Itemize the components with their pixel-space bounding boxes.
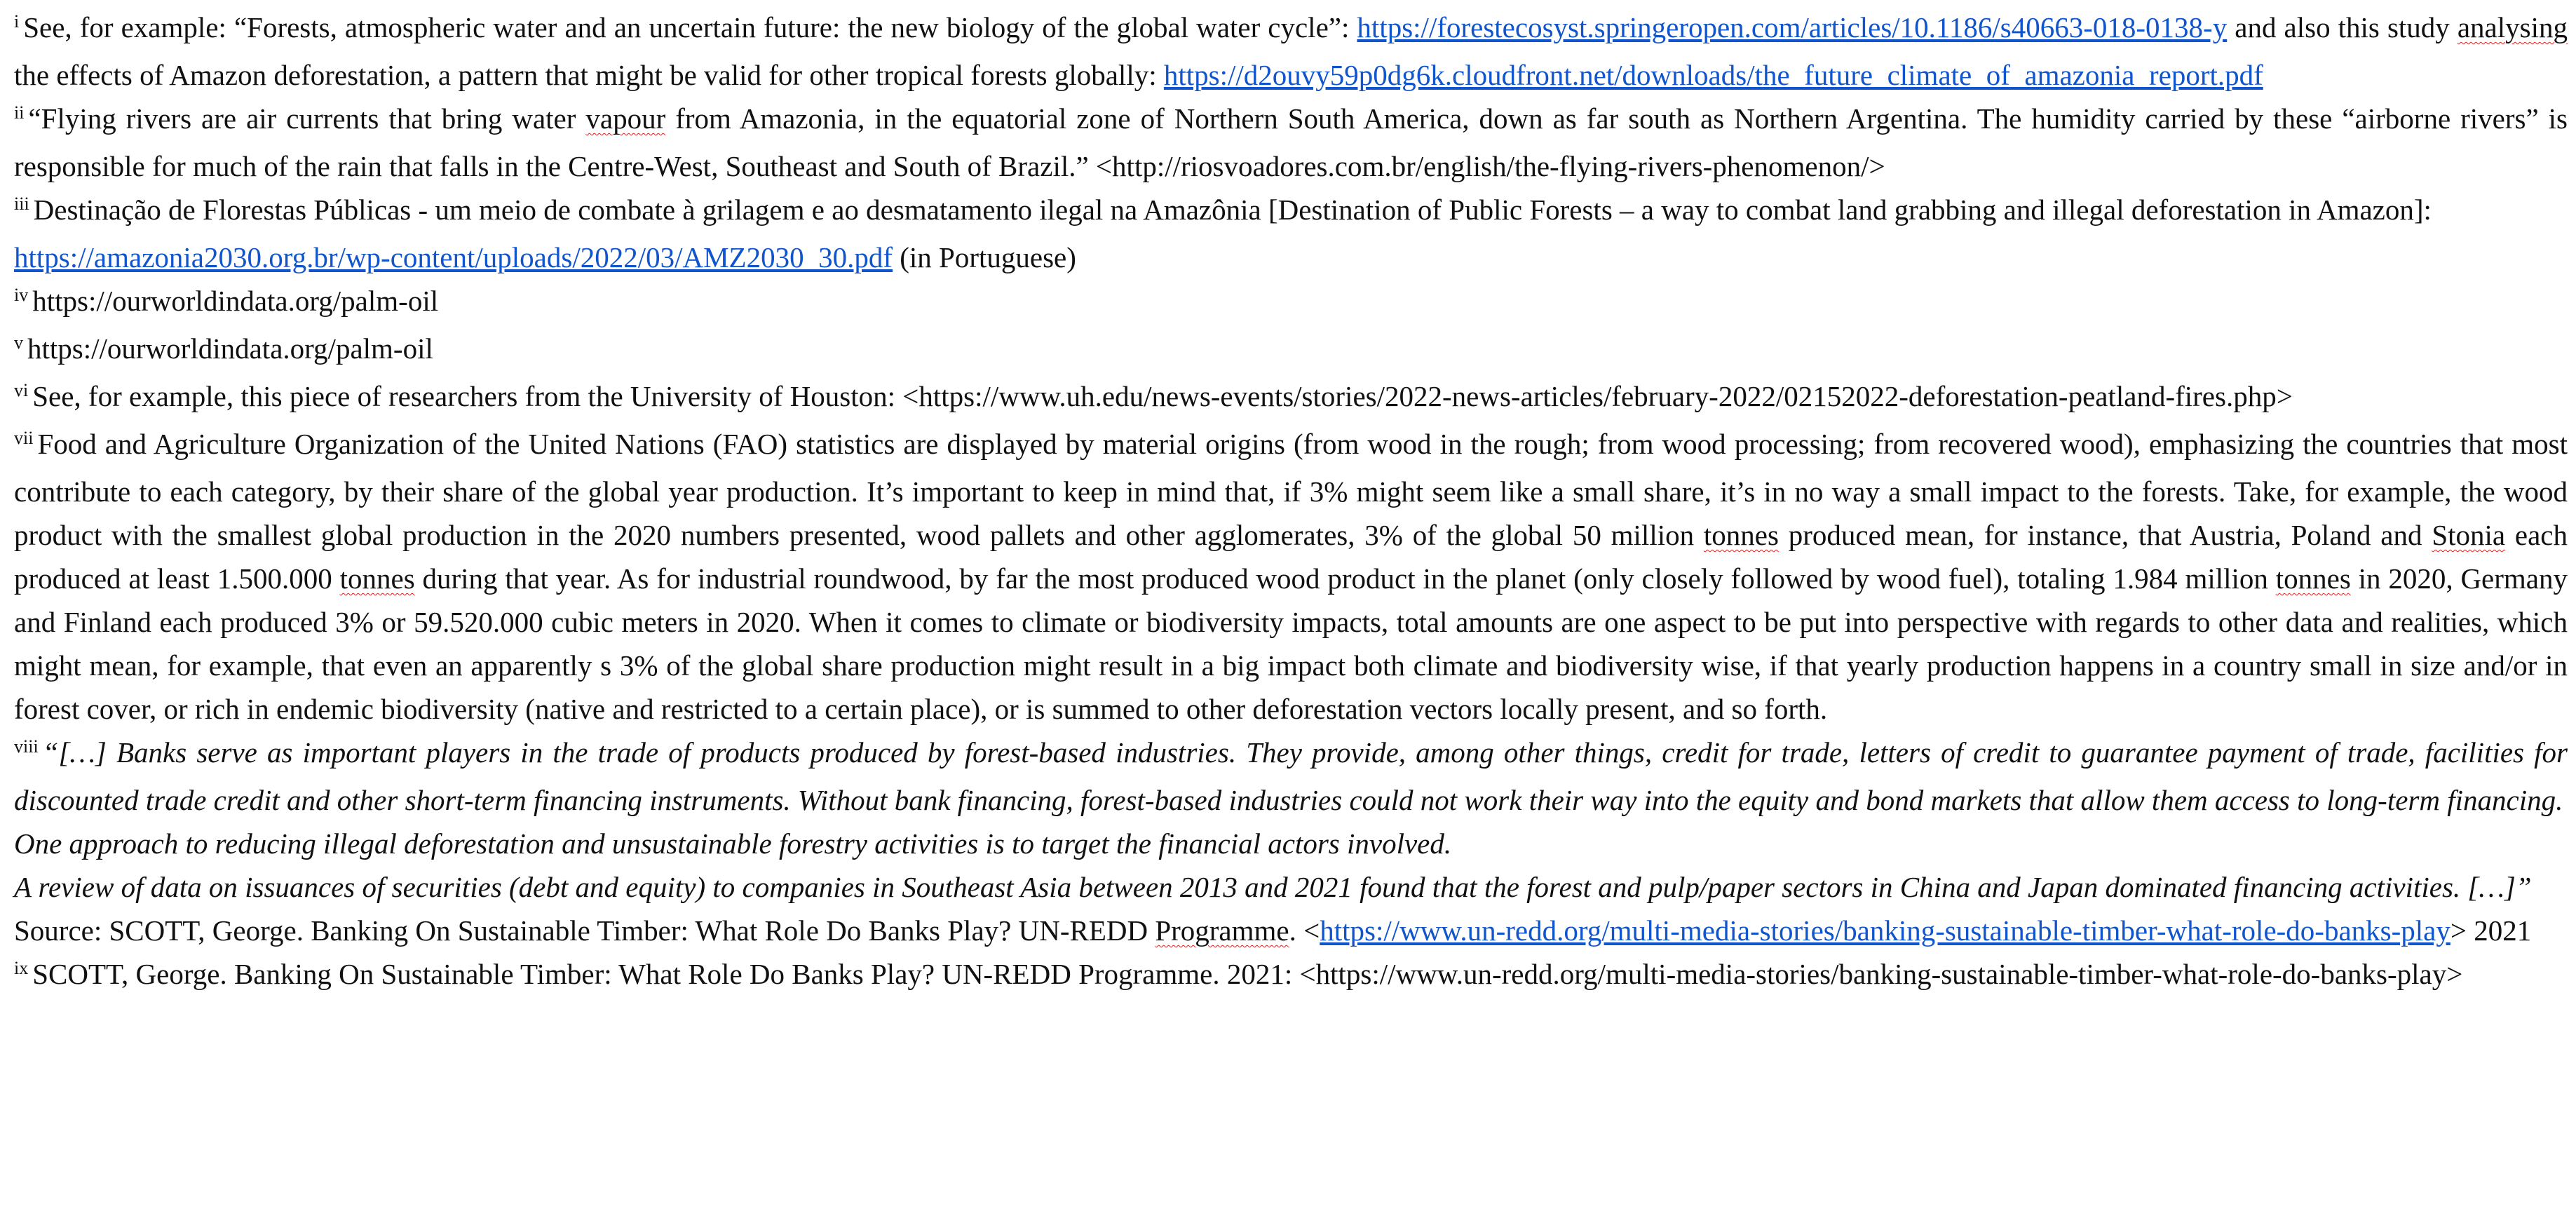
footnote-iii — [14, 188, 2568, 279]
footnote-text: https://ourworldindata.org/palm-oil — [27, 332, 433, 365]
spellcheck-word: Stonia — [2432, 519, 2506, 551]
footnote-text: See, for example, this piece of researchers from the University of Houston: <https://www.uh.edu/news-events/stories/2022-news-articles/february-2022/02152022-deforestation-peatland-fires.php> — [32, 380, 2293, 412]
footnote-marker: viii — [14, 736, 39, 757]
footnote-text: the effects of Amazon deforestation, a pattern that might be valid for other tropical forests globally: — [14, 59, 1164, 91]
footnote-text: and also this study — [2227, 11, 2458, 43]
footnote-iv — [14, 279, 2568, 327]
footnote-text: Destinação de Florestas Públicas - um meio de combate à grilagem e ao desmatamento ilegal na Amazônia [Destination of Public Forests – a way to combat land grabbing and illegal deforestation in Amazon]: — [33, 194, 2432, 226]
footnote-text: SCOTT, George. Banking On Sustainable Timber: What Role Do Banks Play? UN-REDD Programme. 2021: <https://www.un-redd.org/multi-media-stories/banking-sustainable-timber-what-role-do-banks-play> — [32, 958, 2463, 990]
footnote-i — [14, 6, 2568, 97]
footnote-marker: vii — [14, 428, 34, 448]
footnote-v — [14, 327, 2568, 374]
footnote-text: from Amazonia, in the equatorial zone of Northern South America, down as far south as Northern Argentina. The humidity carried by these “airborne rivers” is responsible for much of the rain that falls in the Centre-West, Southeast and South of Brazil.” <http://riosvoadores.com.br/english/the-flying-rivers-phenomenon/> — [14, 102, 2568, 182]
footnote-vii — [14, 422, 2568, 731]
footnote-text: Food and Agriculture Organization of the United Nations (FAO) statistics are displayed by material origins (from wood in the rough; from wood processing; from recovered wood), emphasizing the countries that most contribute to each category, by their share of the global year production. It’s important to keep in mind that, if 3% might seem like a small share, it’s in no way a small impact to the forests. Take, for example, the wood product with the smallest global production in the 2020 numbers presented, wood pallets and other agglomerates, 3% of the global 50 million — [14, 428, 2568, 551]
source-text: > 2021 — [2450, 914, 2532, 947]
link-amazonia2030[interactable]: https://amazonia2030.org.br/wp-content/uploads/2022/03/AMZ2030_30.pdf — [14, 241, 893, 273]
footnote-text: produced mean, for instance, that Austria, Poland and — [1778, 519, 2432, 551]
footnote-viii-quote-2 — [14, 822, 2568, 865]
quote-paragraph: “[…] Banks serve as important players in the trade of products produced by forest-based industries. They provide, among other things, credit for trade, letters of credit to guarantee payment of trade, facilities for discounted trade credit and other short-term financing instruments. Without bank financing, forest-based industries could not work their way into the equity and bond markets that allow them access to long-term financing. — [14, 736, 2568, 816]
quote-paragraph: A review of data on issuances of securities (debt and equity) to companies in Southeast Asia between 2013 and 2021 found that the forest and pulp/paper sectors in China and Japan dominated financing activities. […]” — [14, 871, 2532, 903]
link-un-redd[interactable]: https://www.un-redd.org/multi-media-stories/banking-sustainable-timber-what-role-do-banks-play — [1320, 914, 2450, 947]
source-text: . < — [1289, 914, 1320, 947]
footnote-text: in 2020, Germany and Finland each produced 3% or 59.520.000 cubic meters in 2020. When it comes to climate or biodiversity impacts, total amounts are one aspect to be put into perspective with regards to other data and realities, which might mean, for example, that even an apparently s 3% of the global share production might result in a big impact both climate and biodiversity wise, if that yearly production happens in a country small in size and/or in forest cover, or rich in endemic biodiversity (native and restricted to a certain place), or is summed to other deforestation vectors locally present, and so forth. — [14, 562, 2568, 725]
footnote-marker: v — [14, 332, 23, 353]
link-forest-ecosystems[interactable]: https://forestecosyst.springeropen.com/articles/10.1186/s40663-018-0138-y — [1357, 11, 2228, 43]
footnote-viii-quote — [14, 731, 2568, 822]
footnote-text: See, for example: “Forests, atmospheric water and an uncertain future: the new biology of the global water cycle”: — [23, 11, 1357, 43]
footnote-viii-quote-3 — [14, 865, 2568, 909]
footnote-text: each produced at least 1.500.000 — [14, 519, 2568, 595]
spellcheck-word: vapour — [585, 102, 666, 135]
footnote-text: “Flying rivers are air currents that bring water — [28, 102, 586, 135]
spellcheck-word: tonnes — [2275, 562, 2351, 595]
spellcheck-word: Programme — [1155, 914, 1289, 947]
footnote-marker: i — [14, 11, 20, 32]
footnote-text: during that year. As for industrial roundwood, by far the most produced wood product in the planet (only closely followed by wood fuel), totaling 1.984 million — [414, 562, 2276, 595]
footnote-text: (in Portuguese) — [893, 241, 1076, 273]
quote-paragraph: One approach to reducing illegal deforestation and unsustainable forestry activities is to target the financial actors involved. — [14, 827, 1452, 860]
spellcheck-word: analysing — [2457, 11, 2568, 43]
footnote-ix — [14, 952, 2568, 1000]
footnote-marker: iv — [14, 285, 29, 305]
footnote-text: https://ourworldindata.org/palm-oil — [32, 285, 439, 317]
spellcheck-word: tonnes — [1703, 519, 1779, 551]
footnote-vi — [14, 374, 2568, 422]
footnote-viii-source — [14, 909, 2568, 952]
spellcheck-word: tonnes — [339, 562, 415, 595]
footnote-marker: ii — [14, 102, 25, 123]
source-text: Source: SCOTT, George. Banking On Sustainable Timber: What Role Do Banks Play? UN-REDD — [14, 914, 1155, 947]
footnote-ii — [14, 97, 2568, 188]
footnote-marker: vi — [14, 380, 29, 400]
footnote-marker: iii — [14, 194, 29, 214]
link-amazonia-report[interactable]: https://d2ouvy59p0dg6k.cloudfront.net/downloads/the_future_climate_of_amazonia_report.pdf — [1163, 59, 2263, 91]
footnote-marker: ix — [14, 958, 29, 978]
